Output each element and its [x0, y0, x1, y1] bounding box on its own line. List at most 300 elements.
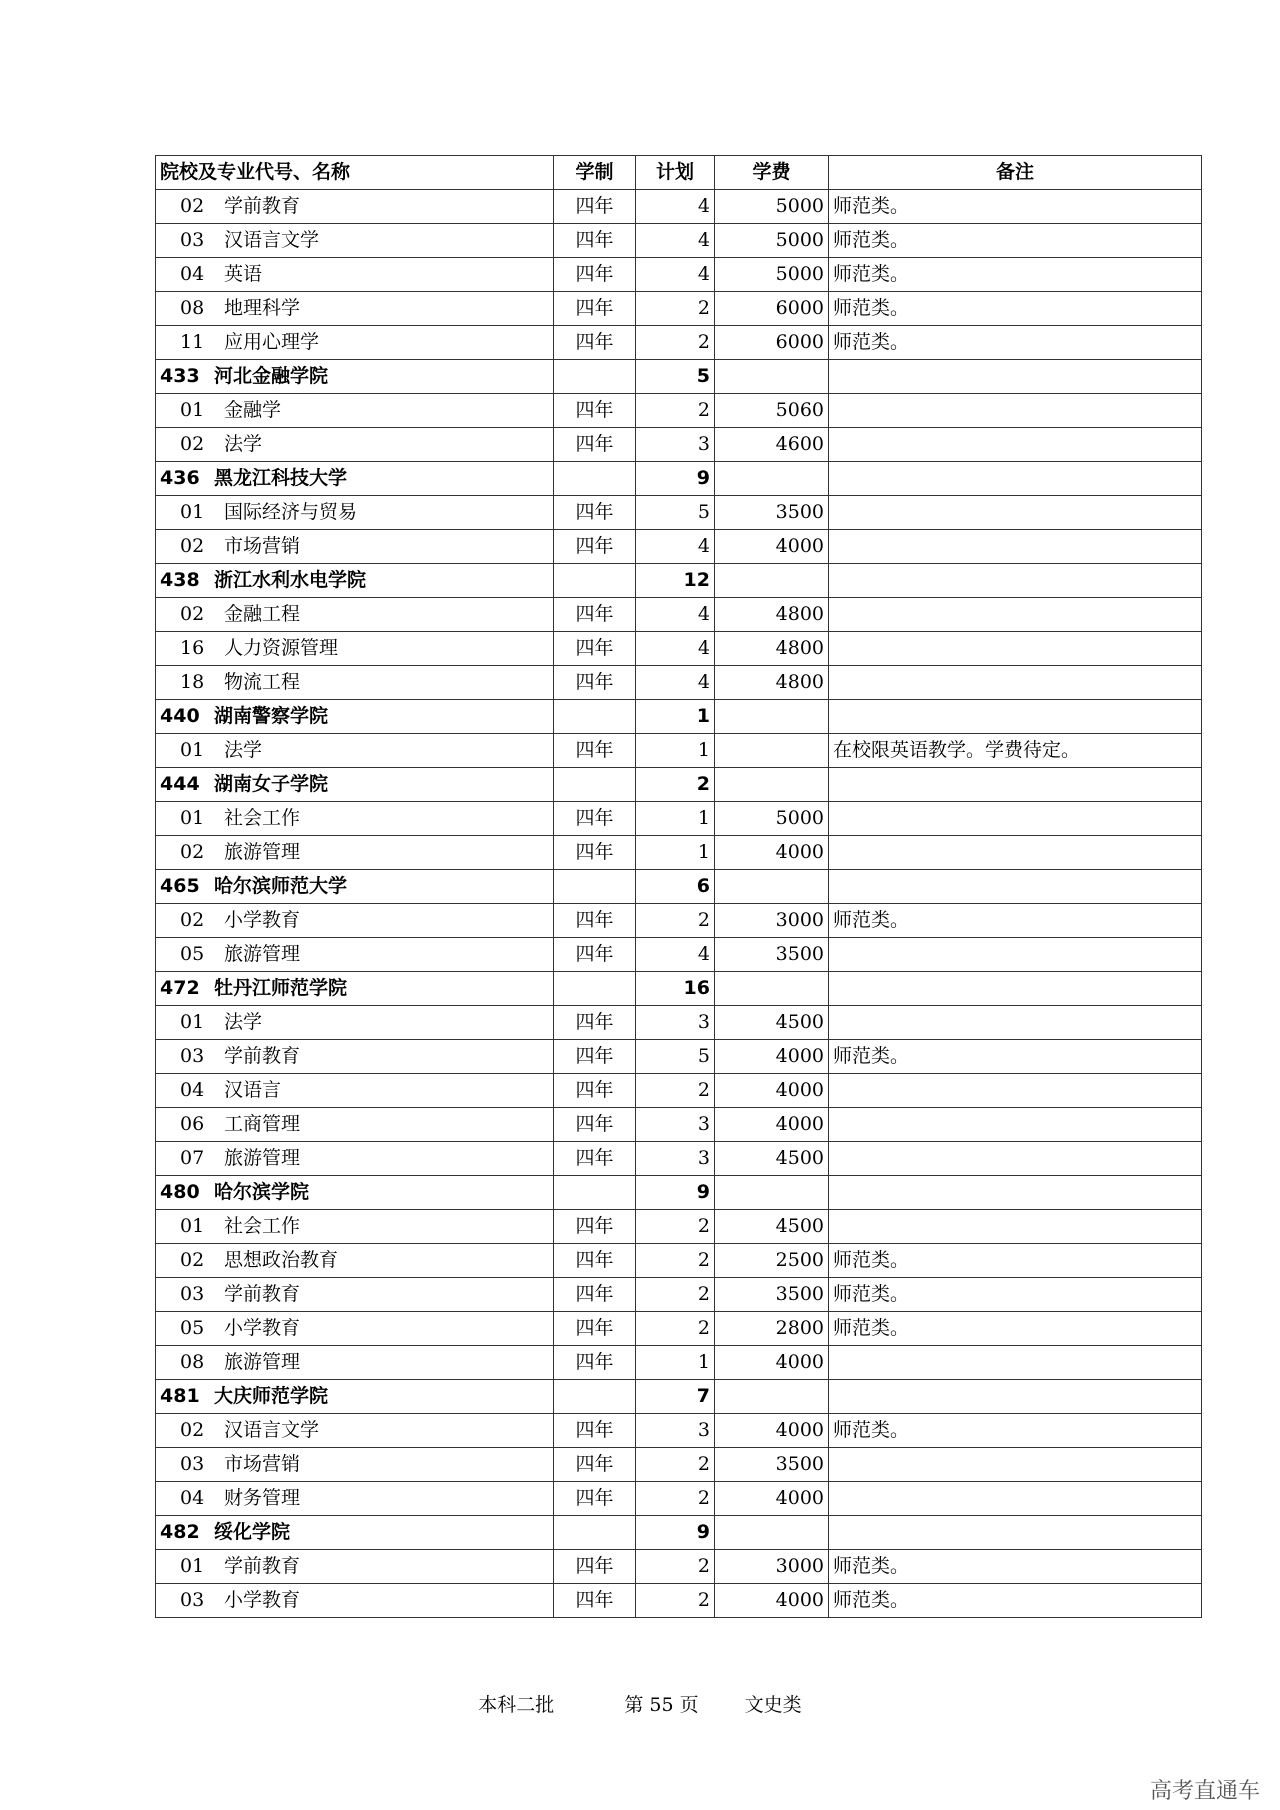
- school-name: 绥化学院: [214, 1521, 291, 1543]
- major-code: 06: [180, 1113, 205, 1135]
- cell-note: [829, 632, 1202, 666]
- school-code: 436: [160, 467, 200, 489]
- cell-duration: 四年: [554, 496, 636, 530]
- cell-name: [156, 632, 554, 666]
- cell-note: [829, 768, 1202, 802]
- school-name: 牡丹江师范学院: [214, 977, 348, 999]
- major-row: [156, 1482, 1202, 1516]
- major-name: 社会工作: [224, 1215, 301, 1237]
- cell-duration: 四年: [554, 1346, 636, 1380]
- major-name: 地理科学: [224, 297, 301, 319]
- cell-name: [156, 836, 554, 870]
- header-plan: 计划: [636, 156, 715, 190]
- cell-name: [156, 258, 554, 292]
- major-name: 学前教育: [224, 1283, 301, 1305]
- major-name: 学前教育: [224, 195, 301, 217]
- major-code: 02: [180, 433, 205, 455]
- cell-tuition: 4000: [715, 1584, 829, 1618]
- major-row: [156, 632, 1202, 666]
- cell-note: 师范类。: [829, 326, 1202, 360]
- cell-tuition: 5000: [715, 802, 829, 836]
- major-name: 市场营销: [224, 1453, 301, 1475]
- cell-plan: 2: [636, 768, 715, 802]
- major-code: 05: [180, 1317, 205, 1339]
- cell-tuition: 4000: [715, 1108, 829, 1142]
- major-code: 01: [180, 399, 205, 421]
- cell-name: [156, 1584, 554, 1618]
- cell-note: 师范类。: [829, 1414, 1202, 1448]
- major-name: 金融工程: [224, 603, 301, 625]
- school-name: 湖南女子学院: [214, 773, 329, 795]
- cell-tuition: 4000: [715, 1040, 829, 1074]
- cell-plan: 4: [636, 224, 715, 258]
- major-name: 学前教育: [224, 1555, 301, 1577]
- cell-note: [829, 1482, 1202, 1516]
- major-code: 01: [180, 1555, 205, 1577]
- major-row: [156, 428, 1202, 462]
- major-name: 国际经济与贸易: [224, 501, 358, 523]
- major-row: [156, 1040, 1202, 1074]
- cell-tuition: 5000: [715, 224, 829, 258]
- school-code: 465: [160, 875, 200, 897]
- cell-plan: 2: [636, 1448, 715, 1482]
- school-code: 433: [160, 365, 200, 387]
- cell-tuition: 4000: [715, 1346, 829, 1380]
- cell-tuition: 4600: [715, 428, 829, 462]
- cell-duration: 四年: [554, 1108, 636, 1142]
- cell-plan: 1: [636, 836, 715, 870]
- school-code: 444: [160, 773, 200, 795]
- cell-plan: 3: [636, 1006, 715, 1040]
- school-name: 哈尔滨学院: [214, 1181, 310, 1203]
- school-row: [156, 700, 1202, 734]
- cell-plan: 5: [636, 360, 715, 394]
- cell-tuition: [715, 360, 829, 394]
- cell-note: 师范类。: [829, 258, 1202, 292]
- cell-duration: [554, 564, 636, 598]
- cell-duration: 四年: [554, 734, 636, 768]
- major-name: 学前教育: [224, 1045, 301, 1067]
- major-row: [156, 1346, 1202, 1380]
- cell-tuition: 6000: [715, 326, 829, 360]
- cell-name: [156, 1040, 554, 1074]
- cell-name: [156, 904, 554, 938]
- major-row: [156, 326, 1202, 360]
- school-name: 浙江水利水电学院: [214, 569, 367, 591]
- major-code: 04: [180, 1079, 205, 1101]
- admission-plan-table: [155, 155, 1202, 1618]
- cell-note: [829, 1006, 1202, 1040]
- cell-name: [156, 1142, 554, 1176]
- cell-plan: 1: [636, 1346, 715, 1380]
- major-code: 18: [180, 671, 205, 693]
- school-code: 472: [160, 977, 200, 999]
- cell-plan: 5: [636, 496, 715, 530]
- cell-name: [156, 190, 554, 224]
- cell-tuition: 3000: [715, 1550, 829, 1584]
- major-row: [156, 1448, 1202, 1482]
- cell-name: [156, 1244, 554, 1278]
- cell-note: 师范类。: [829, 1550, 1202, 1584]
- major-code: 04: [180, 1487, 205, 1509]
- major-code: 02: [180, 1249, 205, 1271]
- cell-plan: 1: [636, 700, 715, 734]
- cell-tuition: [715, 870, 829, 904]
- school-name: 哈尔滨师范大学: [214, 875, 348, 897]
- cell-plan: 2: [636, 394, 715, 428]
- cell-duration: 四年: [554, 632, 636, 666]
- school-name: 大庆师范学院: [214, 1385, 329, 1407]
- major-code: 01: [180, 739, 205, 761]
- cell-name: [156, 1380, 554, 1414]
- major-row: [156, 1550, 1202, 1584]
- cell-tuition: 4000: [715, 1414, 829, 1448]
- cell-name: [156, 598, 554, 632]
- major-code: 03: [180, 229, 205, 251]
- school-code: 481: [160, 1385, 200, 1407]
- major-name: 汉语言文学: [224, 229, 320, 251]
- cell-note: [829, 802, 1202, 836]
- major-row: [156, 224, 1202, 258]
- major-row: [156, 1312, 1202, 1346]
- cell-name: [156, 666, 554, 700]
- major-name: 法学: [224, 1011, 263, 1033]
- cell-name: [156, 428, 554, 462]
- cell-tuition: 5060: [715, 394, 829, 428]
- cell-plan: 6: [636, 870, 715, 904]
- major-row: [156, 1244, 1202, 1278]
- cell-note: 师范类。: [829, 1278, 1202, 1312]
- cell-duration: 四年: [554, 1312, 636, 1346]
- cell-note: 师范类。: [829, 1584, 1202, 1618]
- header-name: 院校及专业代号、名称: [156, 156, 554, 190]
- cell-name: [156, 462, 554, 496]
- major-row: [156, 1414, 1202, 1448]
- school-row: [156, 870, 1202, 904]
- major-row: [156, 836, 1202, 870]
- cell-tuition: 5000: [715, 258, 829, 292]
- cell-name: [156, 1312, 554, 1346]
- school-name: 湖南警察学院: [214, 705, 329, 727]
- cell-duration: 四年: [554, 1448, 636, 1482]
- cell-name: [156, 700, 554, 734]
- cell-plan: 9: [636, 462, 715, 496]
- major-code: 02: [180, 909, 205, 931]
- cell-tuition: [715, 1516, 829, 1550]
- cell-duration: [554, 972, 636, 1006]
- cell-duration: 四年: [554, 1584, 636, 1618]
- cell-note: 师范类。: [829, 224, 1202, 258]
- cell-plan: 5: [636, 1040, 715, 1074]
- cell-note: 师范类。: [829, 1040, 1202, 1074]
- major-name: 人力资源管理: [224, 637, 339, 659]
- cell-plan: 16: [636, 972, 715, 1006]
- major-code: 01: [180, 1011, 205, 1033]
- major-name: 小学教育: [224, 1589, 301, 1611]
- school-row: [156, 1176, 1202, 1210]
- cell-tuition: 4800: [715, 632, 829, 666]
- school-row: [156, 564, 1202, 598]
- cell-name: [156, 870, 554, 904]
- cell-name: [156, 224, 554, 258]
- school-name: 河北金融学院: [214, 365, 329, 387]
- cell-tuition: 4000: [715, 1482, 829, 1516]
- major-name: 旅游管理: [224, 943, 301, 965]
- cell-note: [829, 1380, 1202, 1414]
- cell-name: [156, 1210, 554, 1244]
- cell-duration: [554, 1516, 636, 1550]
- cell-plan: 1: [636, 802, 715, 836]
- major-name: 财务管理: [224, 1487, 301, 1509]
- cell-note: 师范类。: [829, 1312, 1202, 1346]
- cell-note: [829, 360, 1202, 394]
- cell-name: [156, 1006, 554, 1040]
- cell-plan: 12: [636, 564, 715, 598]
- cell-plan: 4: [636, 258, 715, 292]
- major-name: 汉语言: [224, 1079, 282, 1101]
- cell-name: [156, 1346, 554, 1380]
- cell-plan: 2: [636, 904, 715, 938]
- cell-duration: 四年: [554, 1006, 636, 1040]
- major-row: [156, 802, 1202, 836]
- cell-duration: [554, 462, 636, 496]
- cell-tuition: 4800: [715, 598, 829, 632]
- cell-duration: 四年: [554, 1074, 636, 1108]
- major-row: [156, 190, 1202, 224]
- major-row: [156, 394, 1202, 428]
- major-name: 思想政治教育: [224, 1249, 339, 1271]
- cell-name: [156, 564, 554, 598]
- cell-note: [829, 1108, 1202, 1142]
- cell-tuition: 4000: [715, 1074, 829, 1108]
- cell-plan: 4: [636, 666, 715, 700]
- cell-note: [829, 870, 1202, 904]
- cell-note: [829, 1516, 1202, 1550]
- cell-tuition: 6000: [715, 292, 829, 326]
- header-duration: 学制: [554, 156, 636, 190]
- school-row: [156, 1380, 1202, 1414]
- cell-duration: 四年: [554, 394, 636, 428]
- cell-plan: 2: [636, 1550, 715, 1584]
- major-row: [156, 734, 1202, 768]
- cell-duration: 四年: [554, 666, 636, 700]
- major-name: 汉语言文学: [224, 1419, 320, 1441]
- cell-note: [829, 564, 1202, 598]
- cell-duration: 四年: [554, 530, 636, 564]
- cell-note: [829, 462, 1202, 496]
- major-row: [156, 1108, 1202, 1142]
- cell-duration: [554, 1176, 636, 1210]
- cell-name: [156, 1550, 554, 1584]
- header-note: 备注: [829, 156, 1202, 190]
- major-row: [156, 1210, 1202, 1244]
- cell-duration: 四年: [554, 190, 636, 224]
- cell-plan: 3: [636, 428, 715, 462]
- cell-note: [829, 496, 1202, 530]
- major-row: [156, 530, 1202, 564]
- major-name: 旅游管理: [224, 1351, 301, 1373]
- cell-plan: 4: [636, 530, 715, 564]
- cell-note: [829, 666, 1202, 700]
- major-code: 02: [180, 603, 205, 625]
- cell-tuition: 4500: [715, 1142, 829, 1176]
- cell-note: [829, 598, 1202, 632]
- cell-tuition: [715, 1380, 829, 1414]
- cell-duration: 四年: [554, 598, 636, 632]
- cell-note: [829, 836, 1202, 870]
- major-code: 03: [180, 1589, 205, 1611]
- cell-duration: [554, 360, 636, 394]
- major-row: [156, 1074, 1202, 1108]
- cell-tuition: 2500: [715, 1244, 829, 1278]
- cell-note: [829, 1448, 1202, 1482]
- cell-note: 师范类。: [829, 904, 1202, 938]
- cell-tuition: 4800: [715, 666, 829, 700]
- major-row: [156, 1006, 1202, 1040]
- school-name: 黑龙江科技大学: [214, 467, 348, 489]
- major-row: [156, 496, 1202, 530]
- cell-plan: 2: [636, 1074, 715, 1108]
- cell-plan: 4: [636, 190, 715, 224]
- cell-duration: 四年: [554, 938, 636, 972]
- cell-note: [829, 1142, 1202, 1176]
- cell-duration: 四年: [554, 224, 636, 258]
- major-code: 08: [180, 1351, 205, 1373]
- major-code: 16: [180, 637, 205, 659]
- cell-note: 师范类。: [829, 190, 1202, 224]
- cell-tuition: [715, 564, 829, 598]
- cell-plan: 9: [636, 1516, 715, 1550]
- school-code: 438: [160, 569, 200, 591]
- cell-note: 师范类。: [829, 292, 1202, 326]
- cell-duration: 四年: [554, 904, 636, 938]
- major-row: [156, 598, 1202, 632]
- cell-plan: 2: [636, 292, 715, 326]
- cell-note: 在校限英语教学。学费待定。: [829, 734, 1202, 768]
- cell-duration: 四年: [554, 1040, 636, 1074]
- major-code: 03: [180, 1453, 205, 1475]
- major-row: [156, 1142, 1202, 1176]
- cell-plan: 2: [636, 1312, 715, 1346]
- major-name: 金融学: [224, 399, 282, 421]
- cell-note: [829, 1210, 1202, 1244]
- cell-duration: [554, 700, 636, 734]
- cell-duration: 四年: [554, 1210, 636, 1244]
- cell-name: [156, 802, 554, 836]
- major-row: [156, 1278, 1202, 1312]
- major-row: [156, 258, 1202, 292]
- cell-note: [829, 938, 1202, 972]
- major-name: 法学: [224, 739, 263, 761]
- cell-name: [156, 1176, 554, 1210]
- footer-category: 文史类: [744, 1694, 802, 1716]
- cell-duration: 四年: [554, 1414, 636, 1448]
- cell-tuition: 3500: [715, 1278, 829, 1312]
- cell-name: [156, 360, 554, 394]
- cell-duration: 四年: [554, 1142, 636, 1176]
- cell-plan: 3: [636, 1108, 715, 1142]
- school-code: 480: [160, 1181, 200, 1203]
- cell-name: [156, 1482, 554, 1516]
- major-name: 应用心理学: [224, 331, 320, 353]
- cell-plan: 3: [636, 1414, 715, 1448]
- cell-name: [156, 394, 554, 428]
- major-name: 工商管理: [224, 1113, 301, 1135]
- cell-plan: 7: [636, 1380, 715, 1414]
- cell-plan: 2: [636, 1210, 715, 1244]
- cell-name: [156, 1074, 554, 1108]
- header-tuition: 学费: [715, 156, 829, 190]
- cell-plan: 2: [636, 326, 715, 360]
- school-code: 440: [160, 705, 200, 727]
- cell-name: [156, 972, 554, 1006]
- cell-tuition: 4000: [715, 530, 829, 564]
- cell-name: [156, 1278, 554, 1312]
- footer-page-number: 第 55 页: [624, 1694, 699, 1716]
- major-name: 物流工程: [224, 671, 301, 693]
- major-row: [156, 1584, 1202, 1618]
- cell-tuition: 4500: [715, 1210, 829, 1244]
- cell-name: [156, 1414, 554, 1448]
- cell-duration: 四年: [554, 1482, 636, 1516]
- major-code: 02: [180, 841, 205, 863]
- major-row: [156, 292, 1202, 326]
- footer-batch: 本科二批: [478, 1694, 555, 1716]
- major-code: 05: [180, 943, 205, 965]
- cell-duration: 四年: [554, 258, 636, 292]
- cell-tuition: [715, 768, 829, 802]
- cell-duration: 四年: [554, 1550, 636, 1584]
- cell-tuition: [715, 734, 829, 768]
- cell-tuition: [715, 700, 829, 734]
- cell-plan: 2: [636, 1244, 715, 1278]
- major-name: 小学教育: [224, 909, 301, 931]
- cell-name: [156, 734, 554, 768]
- major-code: 01: [180, 1215, 205, 1237]
- cell-tuition: 2800: [715, 1312, 829, 1346]
- watermark-text: 高考直通车: [1149, 1779, 1260, 1804]
- cell-name: [156, 938, 554, 972]
- major-row: [156, 666, 1202, 700]
- cell-tuition: 3500: [715, 496, 829, 530]
- cell-tuition: 4000: [715, 836, 829, 870]
- cell-duration: 四年: [554, 836, 636, 870]
- cell-name: [156, 292, 554, 326]
- major-name: 社会工作: [224, 807, 301, 829]
- cell-note: 师范类。: [829, 1244, 1202, 1278]
- school-row: [156, 360, 1202, 394]
- cell-plan: 2: [636, 1482, 715, 1516]
- table-body: [156, 190, 1202, 1618]
- table-header-row: [156, 156, 1202, 190]
- cell-tuition: 5000: [715, 190, 829, 224]
- cell-duration: 四年: [554, 326, 636, 360]
- major-name: 法学: [224, 433, 263, 455]
- major-code: 08: [180, 297, 205, 319]
- cell-name: [156, 1448, 554, 1482]
- cell-tuition: 3500: [715, 938, 829, 972]
- cell-note: [829, 1346, 1202, 1380]
- school-row: [156, 972, 1202, 1006]
- cell-duration: 四年: [554, 1244, 636, 1278]
- cell-plan: 4: [636, 632, 715, 666]
- cell-plan: 9: [636, 1176, 715, 1210]
- cell-duration: [554, 768, 636, 802]
- cell-tuition: [715, 1176, 829, 1210]
- major-name: 旅游管理: [224, 1147, 301, 1169]
- cell-duration: 四年: [554, 428, 636, 462]
- cell-note: [829, 1074, 1202, 1108]
